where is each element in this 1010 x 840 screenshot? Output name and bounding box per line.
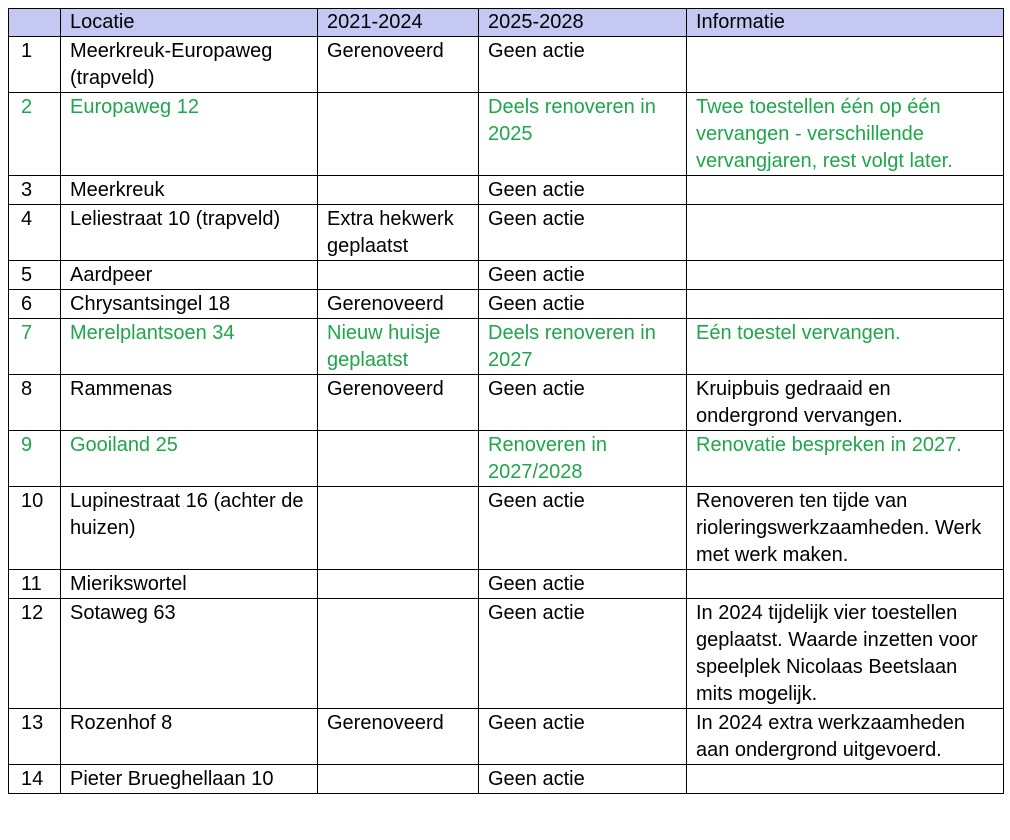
cell-2021-2024 [318, 176, 479, 205]
cell-nr: 7 [9, 319, 61, 375]
cell-2021-2024 [318, 431, 479, 487]
cell-informatie [687, 37, 1004, 93]
cell-informatie: Renoveren ten tijde van rioleringswerkzaamheden. Werk met werk maken. [687, 487, 1004, 570]
cell-locatie: Meerkreuk [61, 176, 318, 205]
cell-nr: 13 [9, 709, 61, 765]
cell-2021-2024: Nieuw huisje geplaatst [318, 319, 479, 375]
table-row [9, 261, 1004, 290]
cell-2025-2028: Geen actie [479, 261, 687, 290]
cell-2021-2024: Gerenoveerd [318, 37, 479, 93]
cell-2025-2028: Geen actie [479, 375, 687, 431]
cell-2021-2024 [318, 765, 479, 794]
cell-locatie: Leliestraat 10 (trapveld) [61, 205, 318, 261]
cell-2025-2028: Geen actie [479, 599, 687, 709]
cell-nr: 3 [9, 176, 61, 205]
cell-2021-2024 [318, 261, 479, 290]
cell-2025-2028: Geen actie [479, 176, 687, 205]
table-row [9, 375, 1004, 431]
cell-nr: 5 [9, 261, 61, 290]
header-2025-2028: 2025-2028 [479, 9, 687, 37]
cell-locatie: Gooiland 25 [61, 431, 318, 487]
table-row [9, 290, 1004, 319]
cell-nr: 2 [9, 93, 61, 176]
cell-informatie: In 2024 tijdelijk vier toestellen geplaatst. Waarde inzetten voor speelplek Nicolaas Beetslaan mits mogelijk. [687, 599, 1004, 709]
header-nr [9, 9, 61, 37]
cell-informatie [687, 176, 1004, 205]
cell-2021-2024 [318, 93, 479, 176]
cell-locatie: Pieter Brueghellaan 10 [61, 765, 318, 794]
header-locatie: Locatie [61, 9, 318, 37]
cell-2025-2028: Geen actie [479, 765, 687, 794]
cell-nr: 10 [9, 487, 61, 570]
cell-nr: 8 [9, 375, 61, 431]
cell-informatie [687, 205, 1004, 261]
cell-informatie [687, 290, 1004, 319]
cell-nr: 14 [9, 765, 61, 794]
cell-informatie: Twee toestellen één op één vervangen - verschillende vervangjaren, rest volgt later. [687, 93, 1004, 176]
cell-nr: 1 [9, 37, 61, 93]
table-row [9, 176, 1004, 205]
cell-2025-2028: Geen actie [479, 570, 687, 599]
cell-informatie: Kruipbuis gedraaid en ondergrond vervangen. [687, 375, 1004, 431]
table-row [9, 487, 1004, 570]
cell-informatie [687, 570, 1004, 599]
cell-2021-2024 [318, 599, 479, 709]
cell-locatie: Sotaweg 63 [61, 599, 318, 709]
table-row [9, 765, 1004, 794]
table-body [9, 37, 1004, 794]
table-row [9, 205, 1004, 261]
header-2021-2024: 2021-2024 [318, 9, 479, 37]
cell-locatie: Merelplantsoen 34 [61, 319, 318, 375]
cell-2021-2024: Extra hekwerk geplaatst [318, 205, 479, 261]
table-row [9, 431, 1004, 487]
table-row [9, 37, 1004, 93]
cell-2025-2028: Geen actie [479, 205, 687, 261]
cell-informatie [687, 261, 1004, 290]
cell-2025-2028: Geen actie [479, 37, 687, 93]
cell-informatie [687, 765, 1004, 794]
cell-2025-2028: Geen actie [479, 487, 687, 570]
cell-nr: 9 [9, 431, 61, 487]
table-row [9, 709, 1004, 765]
table-row [9, 319, 1004, 375]
cell-2021-2024: Gerenoveerd [318, 375, 479, 431]
cell-2021-2024 [318, 570, 479, 599]
cell-informatie: In 2024 extra werkzaamheden aan ondergrond uitgevoerd. [687, 709, 1004, 765]
cell-locatie: Rammenas [61, 375, 318, 431]
cell-2025-2028: Geen actie [479, 290, 687, 319]
playground-table [8, 8, 1004, 794]
cell-locatie: Aardpeer [61, 261, 318, 290]
cell-nr: 4 [9, 205, 61, 261]
cell-locatie: Rozenhof 8 [61, 709, 318, 765]
cell-2021-2024: Gerenoveerd [318, 709, 479, 765]
cell-informatie: Renovatie bespreken in 2027. [687, 431, 1004, 487]
cell-locatie: Lupinestraat 16 (achter de huizen) [61, 487, 318, 570]
cell-2021-2024: Gerenoveerd [318, 290, 479, 319]
cell-locatie: Mierikswortel [61, 570, 318, 599]
cell-locatie: Meerkreuk-Europaweg (trapveld) [61, 37, 318, 93]
cell-informatie: Eén toestel vervangen. [687, 319, 1004, 375]
table-row [9, 93, 1004, 176]
table-header-row [9, 9, 1004, 37]
header-informatie: Informatie [687, 9, 1004, 37]
cell-locatie: Europaweg 12 [61, 93, 318, 176]
table-row [9, 599, 1004, 709]
cell-locatie: Chrysantsingel 18 [61, 290, 318, 319]
cell-nr: 11 [9, 570, 61, 599]
cell-2025-2028: Renoveren in 2027/2028 [479, 431, 687, 487]
cell-nr: 12 [9, 599, 61, 709]
cell-2025-2028: Deels renoveren in 2025 [479, 93, 687, 176]
cell-2025-2028: Deels renoveren in 2027 [479, 319, 687, 375]
cell-2025-2028: Geen actie [479, 709, 687, 765]
cell-nr: 6 [9, 290, 61, 319]
table-row [9, 570, 1004, 599]
cell-2021-2024 [318, 487, 479, 570]
